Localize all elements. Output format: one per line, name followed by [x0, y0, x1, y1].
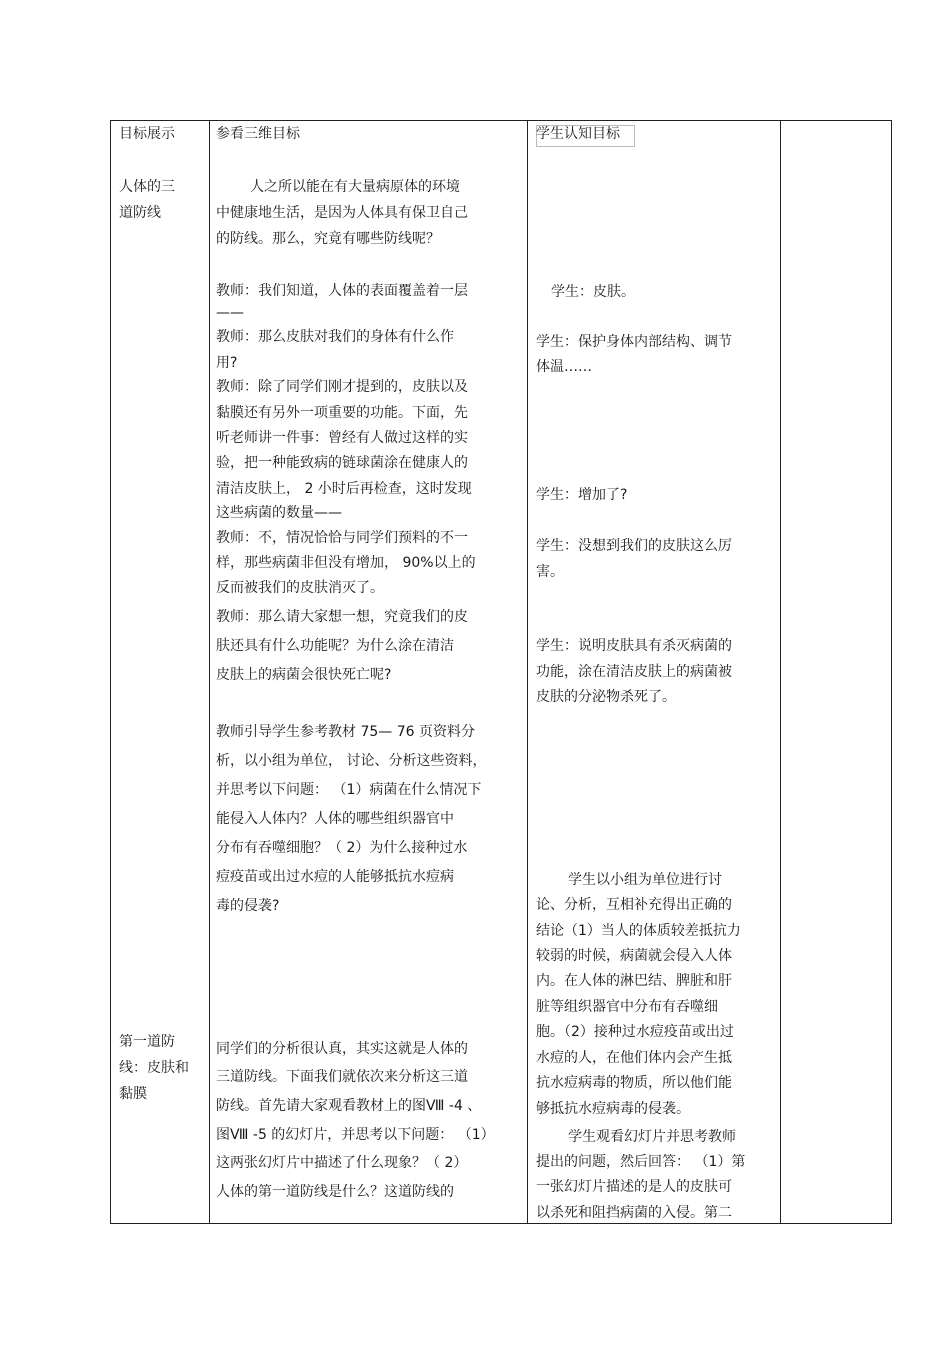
student-line: 内。在人体的淋巴结、脾脏和肝 [536, 973, 732, 989]
student-line: 一张幻灯片描述的是人的皮肤可 [536, 1179, 732, 1195]
student-line: 够抵抗水痘病毒的侵袭。 [536, 1101, 690, 1117]
topic-line: 人体的三 [119, 179, 175, 195]
teacher-line: 清洁皮肤上， 2 小时后再检查，这时发现 [216, 481, 472, 497]
student-line: 学生以小组为单位进行讨 [568, 872, 722, 888]
teacher-line: 能侵入人体内？人体的哪些组织器官中 [216, 811, 454, 827]
teacher-line: 用? [216, 355, 238, 371]
student-line: 学生：增加了? [536, 487, 628, 503]
column-divider [780, 121, 781, 1223]
student-line: 学生：说明皮肤具有杀灭病菌的 [536, 638, 732, 654]
teacher-line: 防线。首先请大家观看教材上的图Ⅷ -4 、 [216, 1098, 482, 1114]
teacher-line: 的防线。那么，究竟有哪些防线呢？ [216, 231, 440, 247]
student-line: 以杀死和阻挡病菌的入侵。第二 [536, 1205, 732, 1221]
student-line: 学生观看幻灯片并思考教师 [568, 1129, 736, 1145]
student-line: 学生：皮肤。 [551, 284, 635, 300]
col2-header: 参看三维目标 [216, 126, 300, 142]
teacher-line: 析，以小组为单位， 讨论、分析这些资料， [216, 753, 487, 769]
teacher-line: 验，把一种能致病的链球菌涂在健康人的 [216, 455, 468, 471]
topic-line: 第一道防 [119, 1034, 175, 1050]
teacher-line: 皮肤上的病菌会很快死亡呢? [216, 667, 392, 683]
teacher-line: 这些病菌的数量—— [216, 505, 342, 521]
student-line: 害。 [536, 564, 564, 580]
teacher-line: 痘疫苗或出过水痘的人能够抵抗水痘病 [216, 869, 454, 885]
teacher-line: —— [216, 305, 244, 321]
teacher-line: 教师：除了同学们刚才提到的，皮肤以及 [216, 379, 468, 395]
teacher-line: 并思考以下问题： （1）病菌在什么情况下 [216, 782, 482, 798]
student-line: 皮肤的分泌物杀死了。 [536, 689, 676, 705]
topic-line: 线：皮肤和 [119, 1060, 189, 1076]
student-line: 脏等组织器官中分布有吞噬细 [536, 999, 718, 1015]
student-line: 较弱的时候，病菌就会侵入人体 [536, 948, 732, 964]
teacher-line: 反而被我们的皮肤消灭了。 [216, 580, 384, 596]
student-line: 水痘的人，在他们体内会产生抵 [536, 1050, 732, 1066]
teacher-line: 图Ⅷ -5 的幻灯片，并思考以下问题： （1） [216, 1127, 495, 1143]
teacher-line: 人之所以能在有大量病原体的环境 [250, 179, 460, 195]
col1-header: 目标展示 [119, 126, 175, 142]
column-divider [209, 121, 210, 1223]
student-line: 功能，涂在清洁皮肤上的病菌被 [536, 664, 732, 680]
student-line: 学生：没想到我们的皮肤这么厉 [536, 538, 732, 554]
teacher-line: 听老师讲一件事：曾经有人做过这样的实 [216, 430, 468, 446]
column-divider [527, 121, 528, 1223]
teacher-line: 教师：我们知道，人体的表面覆盖着一层 [216, 283, 468, 299]
student-line: 提出的问题，然后回答： （1）第 [536, 1154, 746, 1170]
student-line: 学生：保护身体内部结构、调节 [536, 334, 732, 350]
teacher-line: 样，那些病菌非但没有增加， 90%以上的 [216, 555, 476, 571]
topic-line: 黏膜 [119, 1086, 147, 1102]
topic-line: 道防线 [119, 205, 161, 221]
student-line: 抗水痘病毒的物质，所以他们能 [536, 1075, 732, 1091]
teacher-line: 肤还具有什么功能呢？为什么涂在清洁 [216, 638, 454, 654]
teacher-line: 这两张幻灯片中描述了什么现象？（ 2） [216, 1155, 468, 1171]
teacher-line: 教师：那么皮肤对我们的身体有什么作 [216, 329, 454, 345]
student-line: 胞。（2）接种过水痘疫苗或出过 [536, 1024, 734, 1040]
col3-header: 学生认知目标 [536, 126, 620, 142]
student-line: 结论（1）当人的体质较差抵抗力 [536, 923, 741, 939]
teacher-line: 中健康地生活，是因为人体具有保卫自己 [216, 205, 468, 221]
teacher-line: 教师：那么请大家想一想，究竟我们的皮 [216, 609, 468, 625]
teacher-line: 三道防线。下面我们就依次来分析这三道 [216, 1069, 468, 1085]
teacher-line: 黏膜还有另外一项重要的功能。下面，先 [216, 405, 468, 421]
teacher-line: 同学们的分析很认真，其实这就是人体的 [216, 1041, 468, 1057]
teacher-line: 分布有吞噬细胞？（ 2）为什么接种过水 [216, 840, 468, 856]
teacher-line: 教师引导学生参考教材 75— 76 页资料分 [216, 724, 475, 740]
teacher-line: 人体的第一道防线是什么？这道防线的 [216, 1184, 454, 1200]
teacher-line: 毒的侵袭? [216, 898, 280, 914]
teacher-line: 教师：不，情况恰恰与同学们预料的不一 [216, 530, 468, 546]
student-line: 体温…… [536, 359, 592, 375]
student-line: 论、分析，互相补充得出正确的 [536, 897, 732, 913]
